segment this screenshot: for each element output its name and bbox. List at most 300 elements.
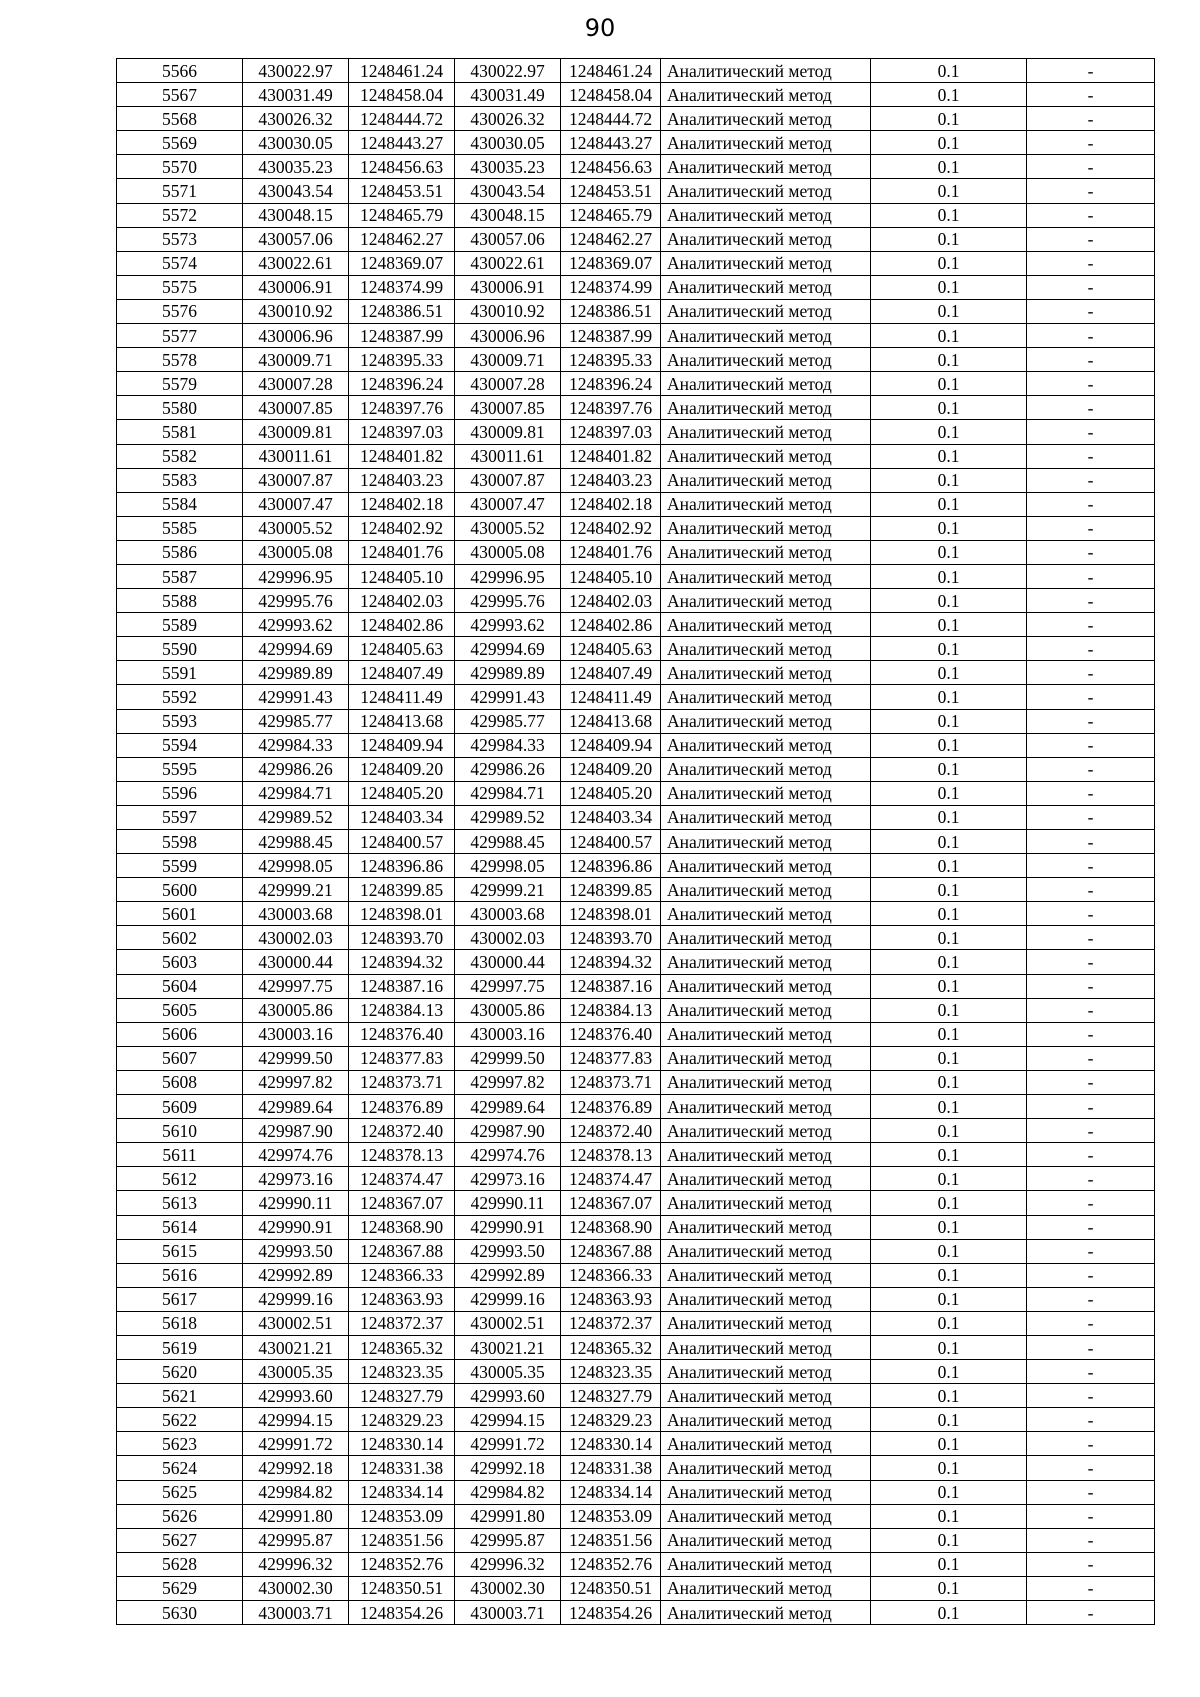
x-new-cell: 430035.23 [455,155,561,179]
note-cell: - [1027,299,1155,323]
y-old-cell: 1248369.07 [349,251,455,275]
note-cell: - [1027,155,1155,179]
point-number-cell: 5620 [117,1360,243,1384]
point-number-cell: 5605 [117,998,243,1022]
method-cell: Аналитический метод [661,107,871,131]
accuracy-cell: 0.1 [871,830,1027,854]
x-old-cell: 430003.71 [243,1601,349,1625]
accuracy-cell: 0.1 [871,492,1027,516]
note-cell: - [1027,1215,1155,1239]
accuracy-cell: 0.1 [871,420,1027,444]
x-old-cell: 430035.23 [243,155,349,179]
y-new-cell: 1248405.20 [561,781,661,805]
point-number-cell: 5628 [117,1552,243,1576]
y-new-cell: 1248453.51 [561,179,661,203]
point-number-cell: 5627 [117,1528,243,1552]
x-old-cell: 429990.91 [243,1215,349,1239]
x-old-cell: 429998.05 [243,854,349,878]
y-old-cell: 1248372.40 [349,1119,455,1143]
method-cell: Аналитический метод [661,372,871,396]
y-new-cell: 1248456.63 [561,155,661,179]
y-old-cell: 1248323.35 [349,1360,455,1384]
y-new-cell: 1248386.51 [561,299,661,323]
point-number-cell: 5622 [117,1408,243,1432]
y-new-cell: 1248401.76 [561,540,661,564]
point-number-cell: 5581 [117,420,243,444]
note-cell: - [1027,1504,1155,1528]
table-row [117,1528,1155,1552]
accuracy-cell: 0.1 [871,974,1027,998]
point-number-cell: 5604 [117,974,243,998]
method-cell: Аналитический метод [661,733,871,757]
y-new-cell: 1248399.85 [561,878,661,902]
accuracy-cell: 0.1 [871,299,1027,323]
x-new-cell: 429996.95 [455,564,561,588]
y-new-cell: 1248327.79 [561,1384,661,1408]
y-new-cell: 1248394.32 [561,950,661,974]
x-new-cell: 430057.06 [455,227,561,251]
note-cell: - [1027,1456,1155,1480]
x-new-cell: 430030.05 [455,131,561,155]
note-cell: - [1027,540,1155,564]
x-new-cell: 429973.16 [455,1167,561,1191]
table-row [117,1311,1155,1335]
accuracy-cell: 0.1 [871,1191,1027,1215]
accuracy-cell: 0.1 [871,372,1027,396]
x-new-cell: 430003.68 [455,902,561,926]
y-old-cell: 1248397.03 [349,420,455,444]
accuracy-cell: 0.1 [871,854,1027,878]
method-cell: Аналитический метод [661,1384,871,1408]
x-new-cell: 430002.30 [455,1576,561,1600]
accuracy-cell: 0.1 [871,179,1027,203]
x-old-cell: 429989.64 [243,1095,349,1119]
y-old-cell: 1248395.33 [349,348,455,372]
x-old-cell: 430005.35 [243,1360,349,1384]
table-row [117,468,1155,492]
note-cell: - [1027,613,1155,637]
y-new-cell: 1248367.07 [561,1191,661,1215]
x-old-cell: 430048.15 [243,203,349,227]
x-new-cell: 429993.62 [455,613,561,637]
note-cell: - [1027,661,1155,685]
y-old-cell: 1248444.72 [349,107,455,131]
x-new-cell: 429999.21 [455,878,561,902]
point-number-cell: 5569 [117,131,243,155]
point-number-cell: 5607 [117,1046,243,1070]
note-cell: - [1027,275,1155,299]
table-row [117,1167,1155,1191]
x-new-cell: 430005.08 [455,540,561,564]
note-cell: - [1027,1384,1155,1408]
table-row [117,372,1155,396]
accuracy-cell: 0.1 [871,324,1027,348]
table-row [117,203,1155,227]
method-cell: Аналитический метод [661,637,871,661]
method-cell: Аналитический метод [661,396,871,420]
note-cell: - [1027,1311,1155,1335]
table-body [117,59,1155,1625]
y-old-cell: 1248402.18 [349,492,455,516]
table-row [117,709,1155,733]
x-old-cell: 430005.86 [243,998,349,1022]
method-cell: Аналитический метод [661,1504,871,1528]
y-old-cell: 1248393.70 [349,926,455,950]
point-number-cell: 5584 [117,492,243,516]
table-row [117,1384,1155,1408]
note-cell: - [1027,830,1155,854]
x-new-cell: 430005.35 [455,1360,561,1384]
note-cell: - [1027,1360,1155,1384]
x-new-cell: 429988.45 [455,830,561,854]
x-new-cell: 430009.71 [455,348,561,372]
accuracy-cell: 0.1 [871,155,1027,179]
x-new-cell: 429989.64 [455,1095,561,1119]
x-old-cell: 429984.82 [243,1480,349,1504]
table-row [117,589,1155,613]
x-old-cell: 430022.61 [243,251,349,275]
y-new-cell: 1248444.72 [561,107,661,131]
note-cell: - [1027,1601,1155,1625]
accuracy-cell: 0.1 [871,950,1027,974]
x-old-cell: 429999.50 [243,1046,349,1070]
accuracy-cell: 0.1 [871,661,1027,685]
table-row [117,1335,1155,1359]
y-old-cell: 1248456.63 [349,155,455,179]
method-cell: Аналитический метод [661,1070,871,1094]
method-cell: Аналитический метод [661,299,871,323]
x-new-cell: 430048.15 [455,203,561,227]
x-new-cell: 430007.85 [455,396,561,420]
y-new-cell: 1248398.01 [561,902,661,926]
y-new-cell: 1248353.09 [561,1504,661,1528]
x-new-cell: 429991.43 [455,685,561,709]
y-new-cell: 1248405.10 [561,564,661,588]
x-new-cell: 429990.91 [455,1215,561,1239]
accuracy-cell: 0.1 [871,1504,1027,1528]
note-cell: - [1027,637,1155,661]
x-new-cell: 429987.90 [455,1119,561,1143]
table-row [117,1480,1155,1504]
y-old-cell: 1248329.23 [349,1408,455,1432]
method-cell: Аналитический метод [661,1552,871,1576]
point-number-cell: 5572 [117,203,243,227]
table-row [117,179,1155,203]
y-new-cell: 1248396.86 [561,854,661,878]
note-cell: - [1027,974,1155,998]
x-old-cell: 430057.06 [243,227,349,251]
table-row [117,733,1155,757]
accuracy-cell: 0.1 [871,1287,1027,1311]
y-old-cell: 1248405.10 [349,564,455,588]
method-cell: Аналитический метод [661,348,871,372]
x-old-cell: 429995.87 [243,1528,349,1552]
accuracy-cell: 0.1 [871,1095,1027,1119]
x-old-cell: 429991.43 [243,685,349,709]
x-old-cell: 430007.87 [243,468,349,492]
y-old-cell: 1248367.88 [349,1239,455,1263]
point-number-cell: 5580 [117,396,243,420]
note-cell: - [1027,1143,1155,1167]
method-cell: Аналитический метод [661,1287,871,1311]
y-old-cell: 1248443.27 [349,131,455,155]
x-old-cell: 429994.15 [243,1408,349,1432]
x-old-cell: 429999.16 [243,1287,349,1311]
x-old-cell: 430005.52 [243,516,349,540]
x-old-cell: 430007.47 [243,492,349,516]
note-cell: - [1027,950,1155,974]
note-cell: - [1027,1552,1155,1576]
y-new-cell: 1248368.90 [561,1215,661,1239]
y-old-cell: 1248402.03 [349,589,455,613]
accuracy-cell: 0.1 [871,805,1027,829]
method-cell: Аналитический метод [661,709,871,733]
x-new-cell: 429993.50 [455,1239,561,1263]
x-new-cell: 429992.18 [455,1456,561,1480]
note-cell: - [1027,492,1155,516]
y-new-cell: 1248387.16 [561,974,661,998]
x-new-cell: 429984.82 [455,1480,561,1504]
note-cell: - [1027,251,1155,275]
point-number-cell: 5614 [117,1215,243,1239]
method-cell: Аналитический метод [661,926,871,950]
y-old-cell: 1248398.01 [349,902,455,926]
table-row [117,564,1155,588]
y-old-cell: 1248399.85 [349,878,455,902]
y-new-cell: 1248363.93 [561,1287,661,1311]
y-old-cell: 1248374.99 [349,275,455,299]
x-old-cell: 430022.97 [243,59,349,83]
table-row [117,661,1155,685]
x-old-cell: 429988.45 [243,830,349,854]
method-cell: Аналитический метод [661,1191,871,1215]
x-new-cell: 429984.33 [455,733,561,757]
note-cell: - [1027,1022,1155,1046]
note-cell: - [1027,1408,1155,1432]
y-new-cell: 1248367.88 [561,1239,661,1263]
x-new-cell: 429995.87 [455,1528,561,1552]
y-new-cell: 1248458.04 [561,83,661,107]
table-row [117,1095,1155,1119]
method-cell: Аналитический метод [661,1263,871,1287]
y-old-cell: 1248351.56 [349,1528,455,1552]
point-number-cell: 5585 [117,516,243,540]
x-old-cell: 429974.76 [243,1143,349,1167]
point-number-cell: 5601 [117,902,243,926]
x-old-cell: 429999.21 [243,878,349,902]
method-cell: Аналитический метод [661,1143,871,1167]
accuracy-cell: 0.1 [871,1263,1027,1287]
point-number-cell: 5626 [117,1504,243,1528]
x-old-cell: 430002.03 [243,926,349,950]
method-cell: Аналитический метод [661,1311,871,1335]
y-new-cell: 1248407.49 [561,661,661,685]
accuracy-cell: 0.1 [871,1215,1027,1239]
y-new-cell: 1248378.13 [561,1143,661,1167]
y-old-cell: 1248400.57 [349,830,455,854]
x-old-cell: 429986.26 [243,757,349,781]
method-cell: Аналитический метод [661,1408,871,1432]
y-old-cell: 1248331.38 [349,1456,455,1480]
y-new-cell: 1248329.23 [561,1408,661,1432]
y-old-cell: 1248409.20 [349,757,455,781]
y-old-cell: 1248367.07 [349,1191,455,1215]
y-old-cell: 1248405.20 [349,781,455,805]
x-old-cell: 429989.52 [243,805,349,829]
point-number-cell: 5582 [117,444,243,468]
method-cell: Аналитический метод [661,830,871,854]
method-cell: Аналитический метод [661,324,871,348]
y-new-cell: 1248413.68 [561,709,661,733]
y-old-cell: 1248327.79 [349,1384,455,1408]
note-cell: - [1027,564,1155,588]
table-row [117,492,1155,516]
method-cell: Аналитический метод [661,444,871,468]
y-old-cell: 1248409.94 [349,733,455,757]
x-new-cell: 429991.72 [455,1432,561,1456]
x-new-cell: 430002.03 [455,926,561,950]
point-number-cell: 5568 [117,107,243,131]
accuracy-cell: 0.1 [871,709,1027,733]
y-new-cell: 1248354.26 [561,1601,661,1625]
x-old-cell: 429993.60 [243,1384,349,1408]
y-old-cell: 1248461.24 [349,59,455,83]
point-number-cell: 5606 [117,1022,243,1046]
accuracy-cell: 0.1 [871,1456,1027,1480]
x-old-cell: 430031.49 [243,83,349,107]
accuracy-cell: 0.1 [871,1311,1027,1335]
table-row [117,998,1155,1022]
point-number-cell: 5618 [117,1311,243,1335]
x-old-cell: 429990.11 [243,1191,349,1215]
point-number-cell: 5624 [117,1456,243,1480]
x-new-cell: 430011.61 [455,444,561,468]
y-old-cell: 1248366.33 [349,1263,455,1287]
x-new-cell: 429993.60 [455,1384,561,1408]
accuracy-cell: 0.1 [871,1360,1027,1384]
note-cell: - [1027,179,1155,203]
table-row [117,1408,1155,1432]
y-old-cell: 1248372.37 [349,1311,455,1335]
accuracy-cell: 0.1 [871,564,1027,588]
table-row [117,444,1155,468]
y-new-cell: 1248462.27 [561,227,661,251]
method-cell: Аналитический метод [661,1239,871,1263]
x-old-cell: 429995.76 [243,589,349,613]
x-new-cell: 429989.52 [455,805,561,829]
x-old-cell: 430021.21 [243,1335,349,1359]
x-new-cell: 430000.44 [455,950,561,974]
point-number-cell: 5613 [117,1191,243,1215]
point-number-cell: 5579 [117,372,243,396]
x-old-cell: 429991.72 [243,1432,349,1456]
method-cell: Аналитический метод [661,661,871,685]
y-old-cell: 1248401.82 [349,444,455,468]
x-new-cell: 430007.28 [455,372,561,396]
table-row [117,1504,1155,1528]
note-cell: - [1027,1191,1155,1215]
point-number-cell: 5615 [117,1239,243,1263]
method-cell: Аналитический метод [661,59,871,83]
note-cell: - [1027,757,1155,781]
x-old-cell: 430026.32 [243,107,349,131]
method-cell: Аналитический метод [661,1335,871,1359]
x-old-cell: 429985.77 [243,709,349,733]
x-new-cell: 429992.89 [455,1263,561,1287]
accuracy-cell: 0.1 [871,1046,1027,1070]
table-row [117,1432,1155,1456]
y-old-cell: 1248368.90 [349,1215,455,1239]
method-cell: Аналитический метод [661,902,871,926]
y-new-cell: 1248409.94 [561,733,661,757]
point-number-cell: 5599 [117,854,243,878]
table-row [117,1070,1155,1094]
method-cell: Аналитический метод [661,1456,871,1480]
y-old-cell: 1248401.76 [349,540,455,564]
x-old-cell: 429989.89 [243,661,349,685]
point-number-cell: 5578 [117,348,243,372]
table-row [117,1263,1155,1287]
method-cell: Аналитический метод [661,1360,871,1384]
y-old-cell: 1248458.04 [349,83,455,107]
x-new-cell: 430031.49 [455,83,561,107]
y-new-cell: 1248384.13 [561,998,661,1022]
table-row [117,950,1155,974]
accuracy-cell: 0.1 [871,589,1027,613]
x-old-cell: 429992.89 [243,1263,349,1287]
table-row [117,299,1155,323]
accuracy-cell: 0.1 [871,227,1027,251]
y-new-cell: 1248387.99 [561,324,661,348]
y-new-cell: 1248403.23 [561,468,661,492]
point-number-cell: 5571 [117,179,243,203]
accuracy-cell: 0.1 [871,1576,1027,1600]
table-row [117,854,1155,878]
point-number-cell: 5596 [117,781,243,805]
y-old-cell: 1248411.49 [349,685,455,709]
accuracy-cell: 0.1 [871,1022,1027,1046]
y-new-cell: 1248376.89 [561,1095,661,1119]
note-cell: - [1027,878,1155,902]
y-new-cell: 1248365.32 [561,1335,661,1359]
y-old-cell: 1248407.49 [349,661,455,685]
method-cell: Аналитический метод [661,179,871,203]
y-old-cell: 1248376.89 [349,1095,455,1119]
accuracy-cell: 0.1 [871,107,1027,131]
point-number-cell: 5616 [117,1263,243,1287]
table-row [117,974,1155,998]
point-number-cell: 5588 [117,589,243,613]
y-new-cell: 1248465.79 [561,203,661,227]
accuracy-cell: 0.1 [871,348,1027,372]
method-cell: Аналитический метод [661,516,871,540]
x-new-cell: 430022.97 [455,59,561,83]
x-old-cell: 430005.08 [243,540,349,564]
x-old-cell: 429997.75 [243,974,349,998]
accuracy-cell: 0.1 [871,1528,1027,1552]
note-cell: - [1027,444,1155,468]
y-new-cell: 1248396.24 [561,372,661,396]
y-old-cell: 1248350.51 [349,1576,455,1600]
y-old-cell: 1248413.68 [349,709,455,733]
y-old-cell: 1248376.40 [349,1022,455,1046]
x-new-cell: 430003.71 [455,1601,561,1625]
y-new-cell: 1248334.14 [561,1480,661,1504]
accuracy-cell: 0.1 [871,468,1027,492]
y-new-cell: 1248393.70 [561,926,661,950]
method-cell: Аналитический метод [661,1095,871,1119]
y-new-cell: 1248351.56 [561,1528,661,1552]
